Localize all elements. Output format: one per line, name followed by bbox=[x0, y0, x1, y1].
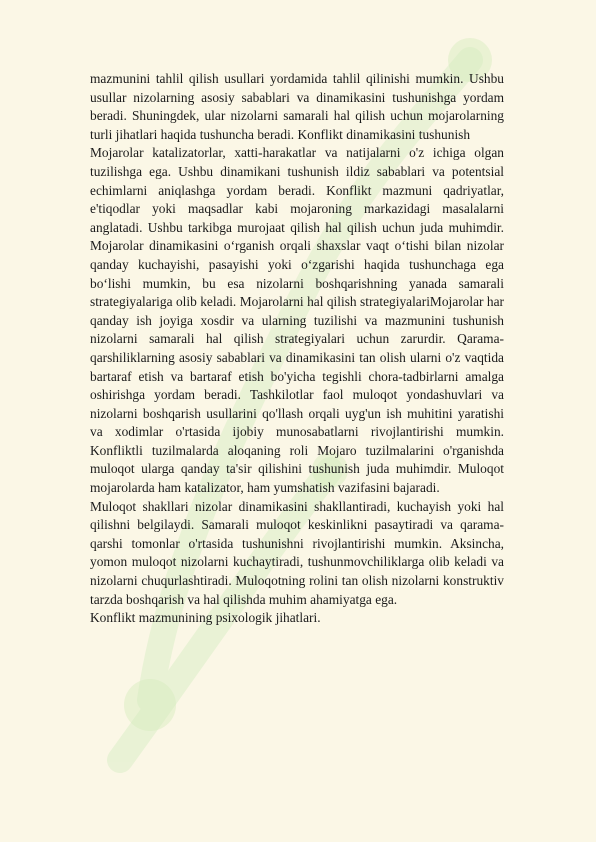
paragraph-3: Muloqot shakllari nizolar dinamikasini shakllantiradi, kuchayish yoki hal qilishni belgilaydi. Samarali muloqot keskinlikni pasaytiradi va qarama-qarshi tomonlar o'rtasida tushunishni rivojlantirishi mumkin. Aksincha, yomon muloqot nizolarni kuchaytiradi, tushunmovchiliklarga olib keladi va nizolarni chuqurlashtiradi. Muloqotning rolini tan olish nizolarni konstruktiv tarzda boshqarish va hal qilishda muhim ahamiyatga ega. bbox=[90, 498, 504, 607]
paragraph-4: Konflikt mazmunining psixologik jihatlari. bbox=[90, 610, 321, 626]
document-body bbox=[90, 70, 504, 628]
paragraph-1: mazmunini tahlil qilish usullari yordamida tahlil qilinishi mumkin. Ushbu usullar nizolarning asosiy sabablari va dinamikasini tushunishga yordam beradi. Shuningdek, ular nizolarni samarali hal qilish uchun mojarolarning turli jihatlari haqida tushuncha beradi. Konflikt dinamikasini tushunish bbox=[90, 71, 504, 142]
paragraph-2: Mojarolar katalizatorlar, xatti-harakatlar va natijalarni o'z ichiga olgan tuzilishga ega. Ushbu dinamikani tushunish ildiz sabablari va potentsial echimlarni aniqlashga yordam beradi. Konflikt mazmuni qadriyatlar, e'tiqodlar yoki maqsadlar kabi mojaroning markazidagi masalalarni anglatadi. Ushbu tarkibga murojaat qilish hal qilish uchun juda muhimdir. Mojarolar dinamikasini o‘rganish orqali shaxslar vaqt o‘tishi bilan nizolar qanday kuchayishi, pasayishi yoki o‘zgarishi haqida tushunchaga ega bo‘lishi mumkin, bu esa nizolarni boshqarishning yanada samarali strategiyalariga olib keladi. Mojarolarni hal qilish strategiyalariMojarolar har qanday ish joyiga xosdir va ularning tuzilishi va mazmunini tushunish nizolarni samarali hal qilish strategiyalari uchun zarurdir. Qarama-qarshiliklarning asosiy sabablari va dinamikasini tan olish ularni o'z vaqtida bartaraf etish va bartaraf etish bo'yicha tegishli chora-tadbirlarni amalga oshirishga yordam beradi. Tashkilotlar faol muloqot yondashuvlari va nizolarni boshqarish usullarini qo'llash orqali uyg'un ish muhitini yaratishi va xodimlar o'rtasida ijobiy munosabatlarni rivojlantirishi mumkin. Konfliktli tuzilmalarda aloqaning roli Mojaro tuzilmalarini o'rganishda muloqot ularga qanday ta'sir qilishini tushunish juda muhimdir. Muloqot mojarolarda ham katalizator, ham yumshatish vazifasini bajaradi. bbox=[90, 145, 504, 496]
